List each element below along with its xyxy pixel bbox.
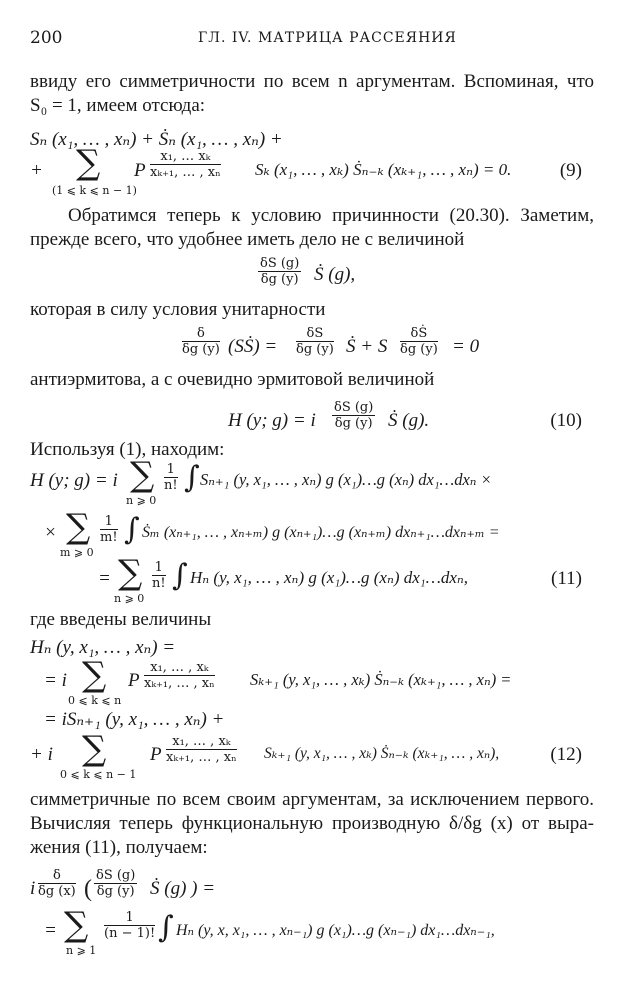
eq12b-left: = i bbox=[44, 670, 67, 691]
eq11c-frac-num: 1 bbox=[152, 560, 166, 576]
eq12d-left: + i bbox=[30, 744, 53, 765]
eq10-fraction bbox=[332, 400, 375, 431]
expr1-fraction bbox=[258, 256, 301, 287]
para2-line1: Обратимся теперь к условию причинности (20.30). Заметим, bbox=[68, 205, 594, 226]
eq12-line1: Hₙ (y, x₁, … , xₙ) = bbox=[30, 637, 176, 658]
eq9-sum-sign: ∑ bbox=[76, 143, 101, 183]
eq13a-f-fraction bbox=[94, 868, 137, 899]
para7-line1: симметричные по всем своим аргументам, за исключением первого. bbox=[30, 789, 594, 810]
eq12b-fraction bbox=[144, 660, 215, 691]
eq11c-frac-den: n! bbox=[152, 576, 166, 591]
eq13b-frac-den: (n − 1)! bbox=[104, 926, 156, 941]
para6: где введены величины bbox=[30, 609, 212, 630]
eq12b-frac-den: xₖ₊₁, … , xₙ bbox=[144, 676, 215, 691]
eq11b-fraction bbox=[100, 514, 118, 545]
para4: антиэрмитова, а с очевидно эрмитовой величиной bbox=[30, 369, 435, 390]
eq13a-d-fraction bbox=[38, 868, 76, 899]
eq12-line3: = iSₙ₊₁ (y, x₁, … , xₙ) + bbox=[44, 709, 225, 730]
eq11b-rest: Ṡₘ (xₙ₊₁, … , xₙ₊ₘ) g (xₙ₊₁)…g (xₙ₊ₘ) dxₙ₊₁…dxₙ₊ₘ = bbox=[142, 524, 500, 541]
eq11c-rest: Hₙ (y, x₁, … , xₙ) g (x₁)…g (xₙ) dx₁…dxₙ, bbox=[190, 568, 469, 587]
eq10-number: (10) bbox=[550, 410, 582, 431]
para3: которая в силу условия унитарности bbox=[30, 299, 326, 320]
para7-line2: Вычисляя теперь функциональную производную δ/δg (x) от выра- bbox=[30, 813, 594, 834]
expr2-g-den: δg (y) bbox=[400, 342, 438, 357]
eq11-number: (11) bbox=[551, 568, 582, 589]
expr2-g-fraction bbox=[400, 326, 438, 357]
eq12b-P: P bbox=[128, 670, 140, 691]
eq9-number: (9) bbox=[559, 160, 582, 181]
expr2-end: = 0 bbox=[452, 336, 480, 357]
eq11a-fraction bbox=[164, 462, 178, 493]
para1-line2: S₀ = 1, имеем отсюда: bbox=[30, 95, 206, 116]
page-header bbox=[30, 28, 594, 50]
eq11b-left: × bbox=[44, 522, 57, 543]
eq13a-left: i bbox=[30, 878, 36, 899]
expr1-num: δS (g) bbox=[260, 256, 300, 271]
eq11a-frac-num: 1 bbox=[164, 462, 178, 478]
eq11a-rest: Sₙ₊₁ (y, x₁, … , xₙ) g (x₁)…g (xₙ) dx₁…dxₙ × bbox=[200, 470, 492, 489]
eq12d-frac-num: x₁, … , xₖ bbox=[166, 734, 237, 750]
expr2-f-fraction bbox=[296, 326, 334, 357]
expr1-rest: Ṡ (g), bbox=[314, 264, 356, 285]
eq10-num: δS (g) bbox=[334, 400, 374, 415]
eq11c-left: = bbox=[98, 568, 111, 589]
eq9-frac-num: x₁, … xₖ bbox=[150, 149, 221, 165]
para1-line1: ввиду его симметричности по всем n аргументам. Вспоминая, что bbox=[30, 71, 594, 92]
eq11a-integral: ∫ bbox=[184, 460, 200, 495]
eq13a-f-den: δg (y) bbox=[96, 884, 135, 899]
eq11b-sum-limits: m ⩾ 0 bbox=[60, 546, 94, 559]
eq10-left: H (y; g) = i bbox=[228, 410, 316, 431]
eq11b-integral: ∫ bbox=[124, 512, 140, 547]
eq9-rest: Sₖ (x₁, … , xₖ) Ṡₙ₋ₖ (xₖ₊₁, … , xₙ) = 0. bbox=[255, 160, 512, 179]
eq13a-paren: ( bbox=[84, 876, 92, 902]
running-title: ГЛ. IV. МАТРИЦА РАССЕЯНИЯ bbox=[198, 30, 457, 46]
eq12b-sum-limits: 0 ⩽ k ⩽ n bbox=[68, 694, 122, 707]
eq12b-rest: Sₖ₊₁ (y, x₁, … , xₖ) Ṡₙ₋ₖ (xₖ₊₁, … , xₙ) = bbox=[250, 670, 512, 689]
eq11b-frac-den: m! bbox=[100, 530, 118, 545]
eq12d-frac-den: xₖ₊₁, … , xₙ bbox=[166, 750, 237, 765]
eq9-line1: Sₙ (x₁, … , xₙ) + Ṡₙ (x₁, … , xₙ) + bbox=[30, 129, 283, 150]
para5: Используя (1), находим: bbox=[30, 439, 225, 460]
para7-line3: жения (11), получаем: bbox=[30, 837, 208, 858]
eq13b-integral: ∫ bbox=[158, 910, 174, 945]
eq13a-d-num: δ bbox=[38, 868, 76, 884]
expr2-g-num: δṠ bbox=[400, 326, 438, 342]
eq11c-sum-limits: n ⩾ 0 bbox=[114, 592, 145, 605]
eq13b-sum-sign: ∑ bbox=[64, 905, 89, 945]
eq9-frac-den: xₖ₊₁, … , xₙ bbox=[150, 165, 221, 180]
expr2-d-num: δ bbox=[182, 326, 220, 342]
expr2-f-num: δS bbox=[296, 326, 334, 342]
eq13a-rest: Ṡ (g) ) = bbox=[150, 878, 216, 899]
expr2-mid2: Ṡ + S bbox=[346, 336, 388, 357]
expr2-mid: (SṠ) = bbox=[228, 336, 278, 357]
eq10-right: Ṡ (g). bbox=[388, 410, 430, 431]
eq11c-fraction bbox=[152, 560, 166, 591]
eq12d-rest: Sₖ₊₁ (y, x₁, … , xₖ) Ṡₙ₋ₖ (xₖ₊₁, … , xₙ), bbox=[264, 745, 500, 762]
eq11c-integral: ∫ bbox=[172, 558, 188, 593]
eq13b-frac-num: 1 bbox=[104, 910, 155, 926]
eq13b-sum-limits: n ⩾ 1 bbox=[66, 944, 97, 957]
eq11c-sum-sign: ∑ bbox=[118, 553, 143, 593]
para2-line2: прежде всего, что удобнее иметь дело не с величиной bbox=[30, 229, 465, 250]
expr2-f-den: δg (y) bbox=[296, 342, 334, 357]
eq12b-sum-sign: ∑ bbox=[82, 655, 107, 695]
eq11a-sum-limits: n ⩾ 0 bbox=[126, 494, 157, 507]
expr1-den: δg (y) bbox=[260, 272, 299, 287]
eq12d-P: P bbox=[150, 744, 162, 765]
page-number: 200 bbox=[30, 28, 63, 48]
expr2-d-fraction bbox=[182, 326, 220, 357]
eq13b-fraction bbox=[104, 910, 155, 941]
eq13b-left: = bbox=[44, 920, 57, 941]
eq10-den: δg (y) bbox=[334, 416, 373, 431]
eq11a-frac-den: n! bbox=[164, 478, 178, 493]
eq13b-rest: Hₙ (y, x, x₁, … , xₙ₋₁) g (x₁)…g (xₙ₋₁) dx₁…dxₙ₋₁, bbox=[176, 922, 495, 939]
eq9-sum-limits: (1 ⩽ k ⩽ n − 1) bbox=[52, 184, 137, 197]
eq9-P: P bbox=[134, 160, 146, 181]
eq9-plus: + bbox=[30, 160, 43, 181]
eq11b-sum-sign: ∑ bbox=[66, 507, 91, 547]
eq11a-left: H (y; g) = i bbox=[30, 470, 118, 491]
eq12b-frac-num: x₁, … , xₖ bbox=[144, 660, 215, 676]
eq11b-frac-num: 1 bbox=[100, 514, 118, 530]
eq9-fraction bbox=[150, 149, 221, 180]
eq12d-sum-sign: ∑ bbox=[82, 729, 107, 769]
eq12d-fraction bbox=[166, 734, 237, 765]
eq13a-d-den: δg (x) bbox=[38, 884, 76, 899]
eq13a-f-num: δS (g) bbox=[96, 868, 136, 883]
eq11a-sum-sign: ∑ bbox=[130, 455, 155, 495]
eq12d-sum-limits: 0 ⩽ k ⩽ n − 1 bbox=[60, 768, 137, 781]
eq12-number: (12) bbox=[550, 744, 582, 765]
expr2-d-den: δg (y) bbox=[182, 342, 220, 357]
